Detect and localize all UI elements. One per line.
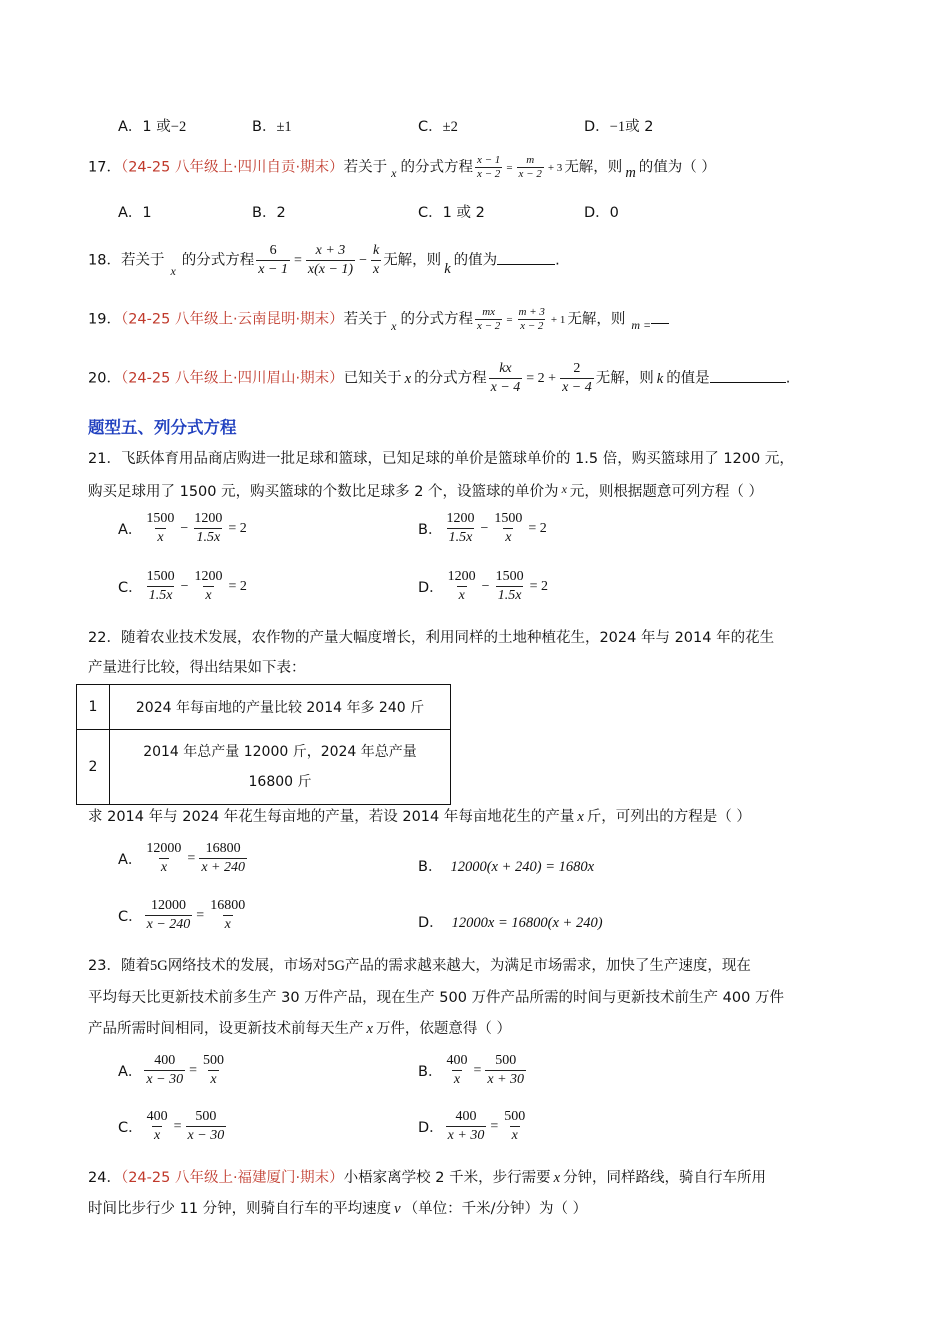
q21-option-c xyxy=(118,568,249,605)
q18-stem xyxy=(88,242,560,282)
option-label: A． xyxy=(118,1064,143,1080)
answer-blank[interactable] xyxy=(497,250,555,265)
option-expression: 12000(x + 240) = 1680x xyxy=(450,859,595,875)
stem-text: 已知关于 xyxy=(343,370,402,387)
fraction-denominator: x xyxy=(224,917,231,932)
q17-option-b xyxy=(252,201,286,222)
fraction-denominator: x + 30 xyxy=(487,1072,525,1087)
fraction-denominator: x xyxy=(205,588,212,603)
fraction xyxy=(144,1052,185,1089)
q21-option-b xyxy=(418,510,549,547)
fraction-numerator: 12000 xyxy=(150,898,186,913)
option-text: 或 2 xyxy=(625,119,654,135)
variable-k: k xyxy=(656,370,664,387)
fraction-denominator: x xyxy=(458,588,465,603)
q16-option-b xyxy=(252,115,292,136)
equals-sign: = xyxy=(187,850,196,866)
stem-text: 若关于 xyxy=(120,252,165,269)
fraction-denominator: x − 1 xyxy=(258,262,288,277)
fraction-denominator: 1.5x xyxy=(196,530,221,545)
fraction-numerator: 400 xyxy=(154,1053,176,1068)
q17-option-c xyxy=(418,201,485,222)
fraction xyxy=(144,510,176,547)
fraction-denominator: x − 4 xyxy=(562,380,592,395)
q22-option-c xyxy=(118,897,249,934)
fraction xyxy=(208,897,247,934)
fraction-numerator: 16800 xyxy=(210,898,246,913)
option-math: ±2 xyxy=(442,119,458,135)
equals-sign: = xyxy=(506,313,513,326)
option-label: B． xyxy=(418,859,443,875)
option-text: 1 或 xyxy=(142,119,171,135)
fraction-denominator: x − 240 xyxy=(146,917,191,932)
q22-table xyxy=(76,684,451,805)
stem-text: . xyxy=(555,252,560,269)
fraction-numerator: 1500 xyxy=(146,569,175,584)
option-label: B． xyxy=(252,119,277,135)
q22-stem-line1: 22．随着农业技术发展，农作物的产量大幅度增长，利用同样的土地种植花生，2024 年与 2014 年的花生 xyxy=(88,630,775,646)
q23-stem-line3 xyxy=(88,1018,511,1040)
fraction xyxy=(446,568,478,605)
fraction-denominator: x xyxy=(453,1072,461,1087)
fraction-numerator: 12000 xyxy=(146,841,182,856)
variable-x: x xyxy=(577,809,584,825)
q23-option-b xyxy=(418,1052,528,1089)
fraction-numerator: 500 xyxy=(504,1109,526,1124)
option-label: C． xyxy=(418,205,443,221)
fraction-numerator: x − 1 xyxy=(477,154,501,166)
stem-text: 时间比步行少 11 分钟，则骑自行车的平均速度 xyxy=(88,1201,392,1217)
fraction xyxy=(192,510,224,547)
fraction-denominator: x − 4 xyxy=(490,380,521,395)
term-5g: 5G xyxy=(327,958,345,974)
fraction-denominator: x xyxy=(505,530,512,545)
table-cell-content: 2024 年每亩地的产量比较 2014 年多 240 斤 xyxy=(110,685,451,730)
option-text: 0 xyxy=(609,205,619,221)
fraction xyxy=(489,360,523,397)
fraction-numerator: 400 xyxy=(446,1053,468,1068)
stem-text: 网络技术的发展，市场对 xyxy=(167,958,328,974)
answer-prefix: m = xyxy=(631,317,652,332)
fraction-numerator: x + 3 xyxy=(315,243,346,258)
answer-blank[interactable] xyxy=(651,309,669,324)
variable-x: x xyxy=(391,165,397,180)
fraction-numerator: m + 3 xyxy=(518,306,545,318)
fraction-numerator: 16800 xyxy=(205,841,241,856)
option-label: A． xyxy=(118,205,143,221)
fraction-numerator: 1200 xyxy=(194,511,223,526)
question-source: （24-25 八年级上·云南昆明·期末） xyxy=(120,311,344,328)
option-label: B． xyxy=(252,205,277,221)
stem-text: . xyxy=(785,370,791,387)
fraction-numerator: 1500 xyxy=(495,569,524,584)
q22-option-d xyxy=(418,911,603,932)
fraction xyxy=(494,568,526,605)
fraction xyxy=(446,1108,487,1145)
variable-x: x xyxy=(553,1170,561,1186)
q16-option-a xyxy=(118,115,186,136)
q22-option-b xyxy=(418,855,594,876)
section-heading: 题型五、列分式方程 xyxy=(88,418,237,437)
fraction xyxy=(475,306,502,333)
stem-text: 的分式方程 xyxy=(400,159,473,176)
equals-sign: = xyxy=(490,1118,499,1134)
table-cell-content xyxy=(110,730,451,805)
answer-blank[interactable] xyxy=(710,368,786,383)
variable-x: x xyxy=(391,318,397,333)
stem-text: 若关于 xyxy=(343,311,388,328)
fraction-denominator: x − 2 xyxy=(520,320,544,332)
fraction-denominator: x(x − 1) xyxy=(307,262,354,277)
stem-text: 无解，则 xyxy=(564,159,623,176)
fraction xyxy=(201,1052,226,1089)
stem-text: 的分式方程 xyxy=(400,311,473,328)
q24-stem-line1 xyxy=(88,1167,766,1189)
option-text: 1 xyxy=(142,205,152,221)
variable-k: k xyxy=(444,260,451,277)
minus-sign: − xyxy=(480,520,489,536)
option-label: C． xyxy=(118,1120,143,1136)
fraction-denominator: x xyxy=(372,262,380,277)
plus-term: + 3 xyxy=(547,161,563,174)
stem-text: 求 2014 年与 2024 年花生每亩地的产量，若设 2014 年每亩地花生的产量 xyxy=(88,809,575,825)
option-label: C． xyxy=(418,119,443,135)
q17-stem xyxy=(88,154,716,184)
fraction-numerator: 400 xyxy=(146,1109,168,1124)
q22-stem-line3 xyxy=(88,806,751,828)
option-label: A． xyxy=(118,522,143,538)
fraction-numerator: k xyxy=(372,243,380,258)
variable-x: x xyxy=(404,370,412,387)
stem-text: 产品所需时间相同，设更新技术前每天生产 xyxy=(88,1021,364,1037)
option-label: C． xyxy=(118,580,143,596)
minus-sign: − xyxy=(359,252,367,268)
fraction-numerator: 1200 xyxy=(446,511,475,526)
equation-rhs: = 2 xyxy=(228,578,247,594)
fraction-numerator: 1200 xyxy=(447,569,476,584)
fraction-denominator: x xyxy=(154,1128,161,1143)
option-text: 2 xyxy=(276,205,286,221)
fraction-denominator: x + 30 xyxy=(447,1128,485,1143)
question-source: （24-25 八年级上·四川自贡·期末） xyxy=(120,159,344,176)
stem-text: 的分式方程 xyxy=(414,370,487,387)
stem-text: （单位：千米/分钟）为（ ） xyxy=(403,1201,588,1217)
variable-x: x xyxy=(366,1021,373,1037)
table-row xyxy=(77,730,451,805)
fraction-denominator: x − 2 xyxy=(518,168,542,180)
fraction xyxy=(475,154,502,181)
fraction-numerator: mx xyxy=(482,306,496,318)
equation-rhs: = 2 xyxy=(529,578,548,594)
minus-sign: − xyxy=(180,578,189,594)
question-source: （24-25 八年级上·四川眉山·期末） xyxy=(120,370,344,387)
option-expression: 12000x = 16800(x + 240) xyxy=(451,915,603,931)
question-number: 19． xyxy=(88,311,121,328)
q16-option-c xyxy=(418,115,458,136)
q24-stem-line2 xyxy=(88,1198,587,1220)
fraction-denominator: x xyxy=(160,860,168,875)
variable-v: v xyxy=(394,1201,401,1217)
q19-stem xyxy=(88,306,669,337)
question-number: 24． xyxy=(88,1170,121,1186)
stem-text: 若关于 xyxy=(343,159,388,176)
q17-option-d xyxy=(584,201,619,222)
fraction xyxy=(517,306,547,333)
option-text: 1 或 2 xyxy=(442,205,485,221)
q21-stem-line1: 21．飞跃体育用品商店购进一批足球和篮球，已知足球的单价是篮球单价的 1.5 倍，购买篮球用了 1200 元， xyxy=(88,451,794,467)
q21-option-d xyxy=(418,568,550,605)
fraction-numerator: 1500 xyxy=(146,511,175,526)
stem-text: 无解，则 xyxy=(567,311,626,328)
fraction-denominator: 1.5x xyxy=(448,530,473,545)
stem-text: 产品的需求越来越大，为满足市场需求，加快了生产速度，现在 xyxy=(344,958,751,974)
q23-stem-line2: 平均每天比更新技术前多生产 30 万件产品，现在生产 500 万件产品所需的时间与更新技术前生产 400 万件 xyxy=(88,990,784,1006)
equals-sign: = xyxy=(173,1118,182,1134)
equals-sign: = xyxy=(189,1062,197,1078)
option-label: A． xyxy=(118,852,143,868)
fraction-numerator: m xyxy=(526,154,535,166)
fraction xyxy=(144,840,183,877)
option-math: ±1 xyxy=(276,119,292,135)
equation-rhs: = 2 xyxy=(228,520,247,536)
table-cell-index: 2 xyxy=(77,730,110,805)
variable-x: x xyxy=(561,482,567,496)
fraction xyxy=(485,1052,526,1089)
question-number: 20． xyxy=(88,370,121,387)
option-math: −2 xyxy=(170,119,187,135)
fraction xyxy=(502,1108,527,1145)
fraction-denominator: x − 30 xyxy=(187,1128,225,1143)
q16-option-d xyxy=(584,115,653,136)
fraction-denominator: x xyxy=(210,1072,217,1087)
minus-sign: − xyxy=(481,578,490,594)
fraction-numerator: 500 xyxy=(495,1053,517,1068)
option-label: D． xyxy=(418,915,444,931)
q20-stem xyxy=(88,360,790,397)
fraction-numerator: 6 xyxy=(269,243,277,258)
equals-sign: = xyxy=(506,161,513,174)
fraction-numerator: 500 xyxy=(203,1053,224,1068)
q17-option-a xyxy=(118,201,152,222)
fraction xyxy=(199,840,247,877)
fraction-numerator: 1500 xyxy=(494,511,523,526)
fraction-numerator: 2 xyxy=(573,361,581,376)
stem-text: 万件，依题意得（ ） xyxy=(375,1021,512,1037)
option-label: D． xyxy=(584,119,610,135)
option-label: C． xyxy=(118,909,143,925)
question-number: 17． xyxy=(88,159,121,176)
question-number: 18． xyxy=(88,252,121,269)
fraction xyxy=(145,568,177,605)
table-cell-line: 2014 年总产量 12000 斤，2024 年总产量 xyxy=(143,744,417,760)
option-label: D． xyxy=(418,580,444,596)
option-label: B． xyxy=(418,1064,443,1080)
fraction xyxy=(444,510,476,547)
stem-text: 小梧家离学校 2 千米，步行需要 xyxy=(343,1170,551,1186)
term-5g: 5G xyxy=(149,958,168,974)
fraction-denominator: x + 240 xyxy=(201,860,245,875)
variable-x: x xyxy=(170,263,176,278)
fraction xyxy=(256,242,290,279)
table-cell-index: 1 xyxy=(77,685,110,730)
fraction-denominator: x xyxy=(511,1128,518,1143)
fraction xyxy=(145,1108,170,1145)
fraction-denominator: x − 2 xyxy=(477,320,501,332)
option-label: D． xyxy=(418,1120,444,1136)
stem-text: 的值为（ ） xyxy=(638,159,716,176)
table-cell-line: 16800 斤 xyxy=(248,774,312,790)
stem-text: 23．随着 xyxy=(88,958,150,974)
fraction xyxy=(560,360,594,397)
fraction xyxy=(444,1052,469,1089)
stem-text: 分钟，同样路线，骑自行车所用 xyxy=(563,1170,767,1186)
stem-text: 斤，可列出的方程是（ ） xyxy=(586,809,751,825)
fraction xyxy=(492,510,524,547)
q23-option-a xyxy=(118,1052,228,1089)
option-math: −1 xyxy=(609,119,626,135)
q22-option-a xyxy=(118,840,249,877)
q23-option-d xyxy=(418,1108,529,1145)
stem-text: 的值为 xyxy=(453,252,498,269)
option-label: A． xyxy=(118,119,143,135)
fraction-denominator: x − 2 xyxy=(477,168,501,180)
fraction xyxy=(145,897,193,934)
stem-text: 的值是 xyxy=(666,370,710,387)
question-source: （24-25 八年级上·福建厦门·期末） xyxy=(120,1170,344,1186)
equals-sign: = 2 + xyxy=(526,370,557,386)
fraction xyxy=(193,568,225,605)
option-label: D． xyxy=(584,205,610,221)
fraction-denominator: x − 30 xyxy=(146,1072,184,1087)
variable-m: m xyxy=(625,164,636,181)
fraction xyxy=(517,154,544,181)
q21-option-a xyxy=(118,510,249,547)
stem-text: 无解，则 xyxy=(595,370,654,387)
stem-text: 购买足球用了 1500 元，购买篮球的个数比足球多 2 个，设篮球的单价为 xyxy=(88,484,559,500)
q23-stem-line1 xyxy=(88,955,751,977)
fraction-numerator: 400 xyxy=(455,1109,477,1124)
q22-stem-line2: 产量进行比较，得出结果如下表： xyxy=(88,660,306,676)
fraction xyxy=(371,242,381,279)
equation-rhs: = 2 xyxy=(528,520,547,536)
stem-text: 元，则根据题意可列方程（ ） xyxy=(569,484,763,500)
equals-sign: = xyxy=(196,907,205,923)
fraction xyxy=(186,1108,227,1145)
equals-sign: = xyxy=(293,252,302,268)
stem-text: 无解，则 xyxy=(383,252,442,269)
q21-stem-line2 xyxy=(88,478,763,503)
equals-sign: = xyxy=(473,1062,482,1078)
q23-option-c xyxy=(118,1108,228,1145)
fraction-denominator: x xyxy=(157,530,164,545)
fraction-numerator: kx xyxy=(499,361,512,376)
fraction-numerator: 500 xyxy=(195,1109,217,1124)
fraction-denominator: 1.5x xyxy=(148,588,173,603)
minus-sign: − xyxy=(180,520,189,536)
table-row xyxy=(77,685,451,730)
fraction-numerator: 1200 xyxy=(194,569,223,584)
fraction xyxy=(306,242,355,279)
option-label: B． xyxy=(418,522,443,538)
plus-term: + 1 xyxy=(550,313,566,326)
fraction-denominator: 1.5x xyxy=(497,588,522,603)
stem-text: 的分式方程 xyxy=(181,252,255,269)
